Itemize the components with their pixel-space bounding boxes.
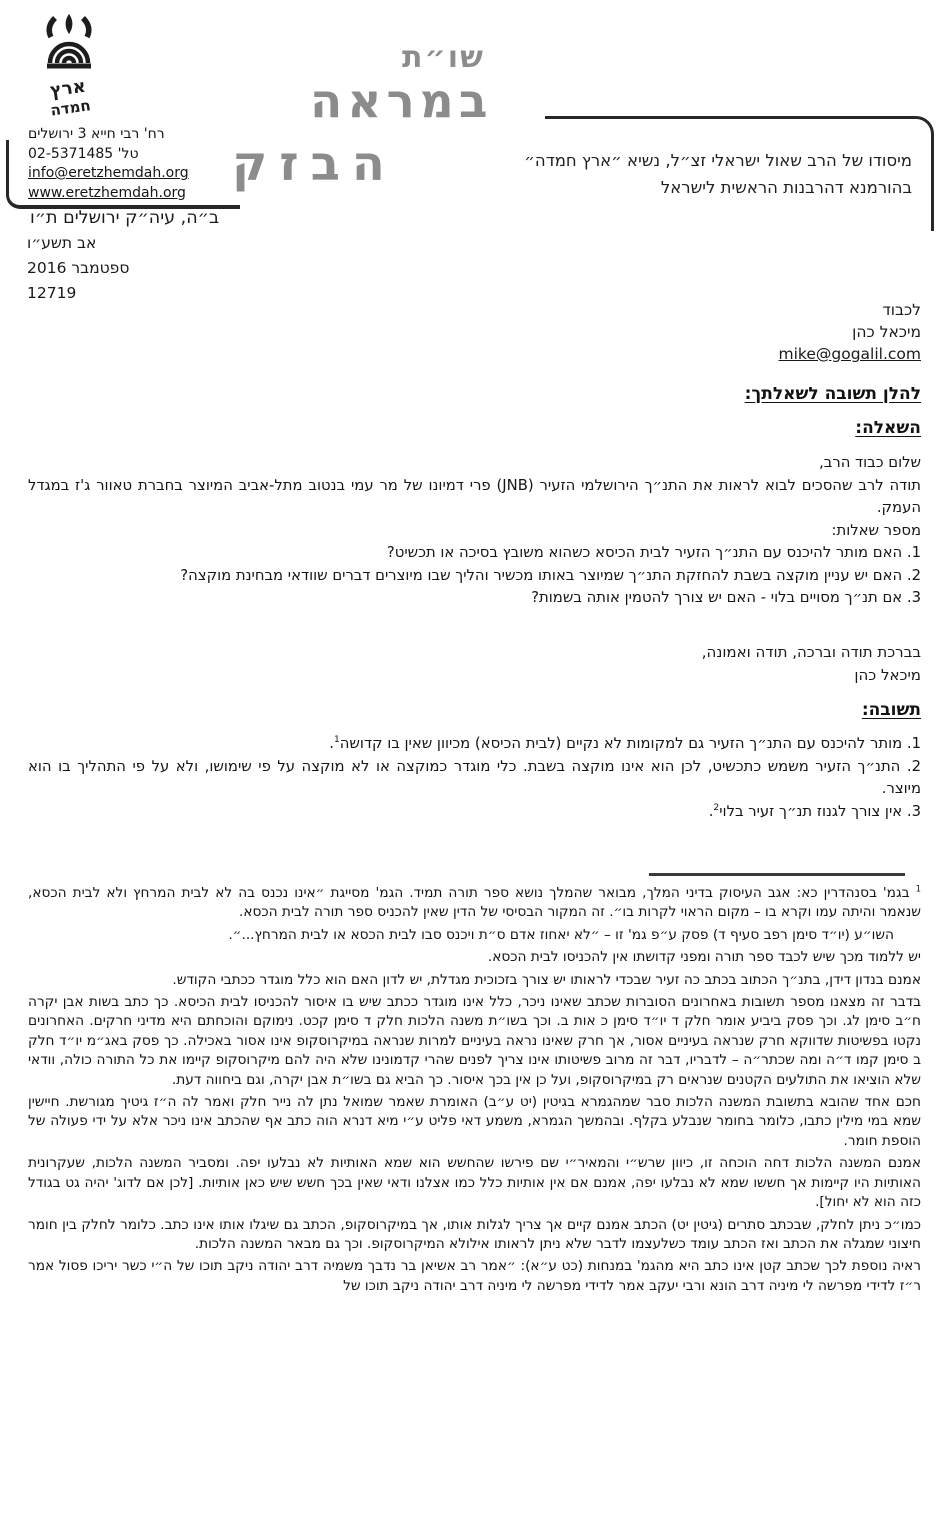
question-closing-blessing: בברכת תודה וברכה, תודה ואמונה, [701, 643, 921, 661]
question-section [28, 452, 921, 610]
logo-text-top: ארץ [48, 75, 88, 102]
title-habazak: הבזק [232, 136, 397, 192]
answer-section [28, 733, 921, 823]
hebrew-date: אב תשע״ו [27, 234, 97, 252]
footnote-paragraph: $^1$ בגמ' בסנהדרין כא: אגב העיסוק בדיני המלך, מבואר שהמלך נושא ספר תורה תמיד. הגמ' מסייגת ״אינו נכנס בה לא לבית המרחץ ולא לבית הכסא, שנאמר והיתה עמו וקרא בו – מקום הראוי לקרות בו״. זה המקור הבסיסי של הדין שאין להכניס ספר תורה לבית הכסא. [28, 884, 921, 921]
contact-website-link[interactable]: www.eretzhemdah.org [28, 184, 186, 201]
question-list-intro: מספר שאלות: [831, 521, 921, 539]
contact-block [28, 125, 189, 203]
footnote-ref: 1 [333, 734, 340, 746]
question-item: 2. האם יש עניין מוקצה בשבת להחזקת התנ״ך שמיוצר באותו מכשיר והליך שבו מיוצרים דברים שוודאי מבחינת מוקצה? [180, 566, 921, 584]
footnote-paragraph: השו״ע (יו״ד סימן רפב סעיף ד) פסק ע״פ גמ' זו – ״לא יאחוז אדם ס״ת ויכנס סבו לבית הכסא או לבית המרחץ...״. [228, 926, 894, 943]
footnote-paragraph: אמנם בנדון דידן, בתנ״ך הכתוב בכתב כה זעיר שבכדי לראותו יש צורך בזכוכית מגדלת, יש לדון האם הוא כלל מוגדר ככתבי הקודש. [172, 971, 921, 988]
answer-items [28, 733, 921, 823]
question-item: 3. אם תנ״ך מסויים בלוי - האם יש צורך להטמין אותה בשמות? [531, 589, 921, 606]
contact-address: רח' רבי חייא 3 ירושלים [28, 126, 165, 142]
question-closing-signature: מיכאל כהן [854, 665, 921, 684]
recipient-email-link[interactable]: mike@gogalil.com [778, 345, 921, 363]
subtitle-authority: בהורמנא דהרבנות הראשית לישראל [660, 178, 912, 197]
recipient-label: לכבוד [882, 301, 921, 319]
footnote-ref: 2 [713, 801, 720, 813]
city-blessing: ב״ה, עיה״ק ירושלים ת״ו [30, 208, 220, 228]
date-block [27, 231, 129, 306]
answer-item: 2. התנ״ך הזעיר משמש כתכשיט, לכן הוא אינו מוקצה בשבת. כלי מוגדר כמוקצה או לא מוקצה על פי שימושו, ולא על פי התהליך בו הוא מיוצר. [28, 757, 921, 797]
question-heading: השאלה: [855, 418, 921, 438]
logo-text-bottom: חמדה [49, 96, 92, 120]
question-items [28, 542, 921, 610]
question-intro: תודה לרב שהסכים לבוא לראות את התנ״ך הירושלמי הזעיר (JNB) פרי דמיונו של מר עמי בנטוב מתל-אביב המיוצר בחברת טאוור ג'ז במגדל העמק. [28, 476, 921, 516]
footnote-paragraph: חכם אחד שהובא בתשובת המשנה הלכות סבר שמהגמרא בגיטין (יט ע״ב) האומרת שאמר שמואל נתן לה נייר חלק ואמר לה ה״ז גיטיך מגורשת. חיישין שמא במי מילין כתבו, כלומר בחומר שנבלע בקלף. ובהמשך הגמרא, משמע דאי פליט ע״י מיא דנרא הוה כתב אף שהכתב אינו ניכר אלא על ידי פעולה של הוספת חומר. [28, 1094, 921, 1149]
contact-email-link[interactable]: info@eretzhemdah.org [28, 165, 189, 181]
header-subtitle [420, 147, 912, 201]
footnotes [28, 884, 921, 1299]
flame-icon [66, 14, 73, 34]
answer-heading: תשובה: [861, 700, 921, 720]
title-shut: שו״ת [402, 40, 485, 75]
footnote-paragraph: בדבר זה מצאנו מספר תשובות באחרונים הסוברות שכתב שאינו ניכר, כלל אינו מוגדר ככתב שיש בו איסור להכניסו לבית הכיסא. כך כתב בשות אבן יקרה ח״ב סימן לג. וכך פסק ביביע אומר חלק ד יו״ד סימן כ אות ב. וכך בשו״ת משנה הלכות חלק ד סימן קכט. נימוקם והוכחתם היא מדיני חרקים. האחרונים נקטו בפשיטות שדווקא חרק שנראה בעיניים אסור, אך חרק שאינו נראה בעיניים למרות שנראה במיקרוסקופ אינו אסור באכילה. כך פסק באג״מ יו״ד חלק ב סימן קמו ד״ה ומה שכתר״ה – לדבריו, דבר זה מרוב פשיטותו אינו צריך לפנים שהרי קדמונינו שלא היה להם מיקרוסקופ קיימו את כל התורה כולה, וודאי שלא הוציאו את התולעים הקטנים שנראים רק במיקרוסקופ, ועל כן אין בכך איסור. כך הביא גם בשו״ת אבן יקרה, וגם ביחווה דעת. [28, 994, 921, 1088]
footnote-paragraph: יש ללמוד מכך שיש לכבד ספר תורה ומפני קדושתו אין להכניסו לבית הכסא. [487, 949, 921, 966]
subtitle-founder: מיסודו של הרב שאול ישראלי זצ״ל, נשיא ״ארץ חמדה״ [524, 151, 912, 170]
answer-item: 1. מותר להיכנס עם התנ״ך הזעיר גם למקומות לא נקיים (לבית הכיסא) מכיוון שאין בו קדושה$^1$. [329, 734, 921, 752]
answer-item: 3. אין צורך לגנוז תנ״ך זעיר בלוי$^2$. [708, 801, 921, 820]
title-bemareh: במראה [310, 74, 493, 129]
question-item: 1. האם מותר להיכנס עם התנ״ך הזעיר לבית הכיסא כשהוא משובץ בסיכה או תכשיט? [386, 544, 921, 561]
question-closing [702, 641, 921, 686]
footnote-paragraph: כמו״כ ניתן לחלק, שבכתב סתרים (גיטין יט) הכתב אמנם קיים אך צריך לגלות אותו, אך במיקרוסקופ, הכתב גם שיגלו אותו אינו כתב. כלומר לחלק בין חומר חיצוני שמגלה את הכתב ואז הכתב עומד כשלעצמו לדבר שלא ניתן לראותו אילולא המיקרוסקופ. וכך גם מבאר המשנה הלכות. [28, 1216, 921, 1252]
footnote-paragraph: אמנם המשנה הלכות דחה הוכחה זו, כיוון שרש״י והמאיר״י שם פירשו שהחשש הוא שמא האותיות לא נבלעו יפה. ומסביר המשנה הלכות, שעקרונית האותיות היו קיימות אך חששו שמא לא נבלעו יפה, אמנם אם אין אותיות כלל כמו אצלנו ודאי שאין בכך חשש שיש כאן אותיות. [לכן אם לדוג' יהיה גט בגודל כזה הוא לא יחול]. [28, 1155, 921, 1211]
recipient-block [779, 299, 921, 365]
footnote-paragraph: ראיה נוספת לכך שכתב קטן אינו כתב היא מהגמ' במנחות (כט ע״א): ״אמר רב אשיאן בר נדבך משמיה דרב יהודה ניקב תוכו של ה״י כשר יריכו פסול אמר ר״ז לדידי מפרשה לי מיניה דרב הונא ורבי יעקב אמר לדידי מפרשה לי מיניה דרב יהודה ניקב תוכו של [28, 1258, 921, 1294]
footnote-ref: 1 [915, 884, 921, 895]
footnote-separator [649, 873, 905, 876]
contact-phone: טל' 02-5371485 [28, 145, 139, 162]
gregorian-date: ספטמבר 2016 [27, 259, 130, 277]
reference-number: 12719 [27, 284, 77, 302]
eretz-hemdah-logo [24, 12, 114, 124]
reply-heading: להלן תשובה לשאלתך: [744, 384, 921, 404]
recipient-name: מיכאל כהן [852, 323, 921, 341]
question-greeting: שלום כבוד הרב, [819, 454, 921, 471]
